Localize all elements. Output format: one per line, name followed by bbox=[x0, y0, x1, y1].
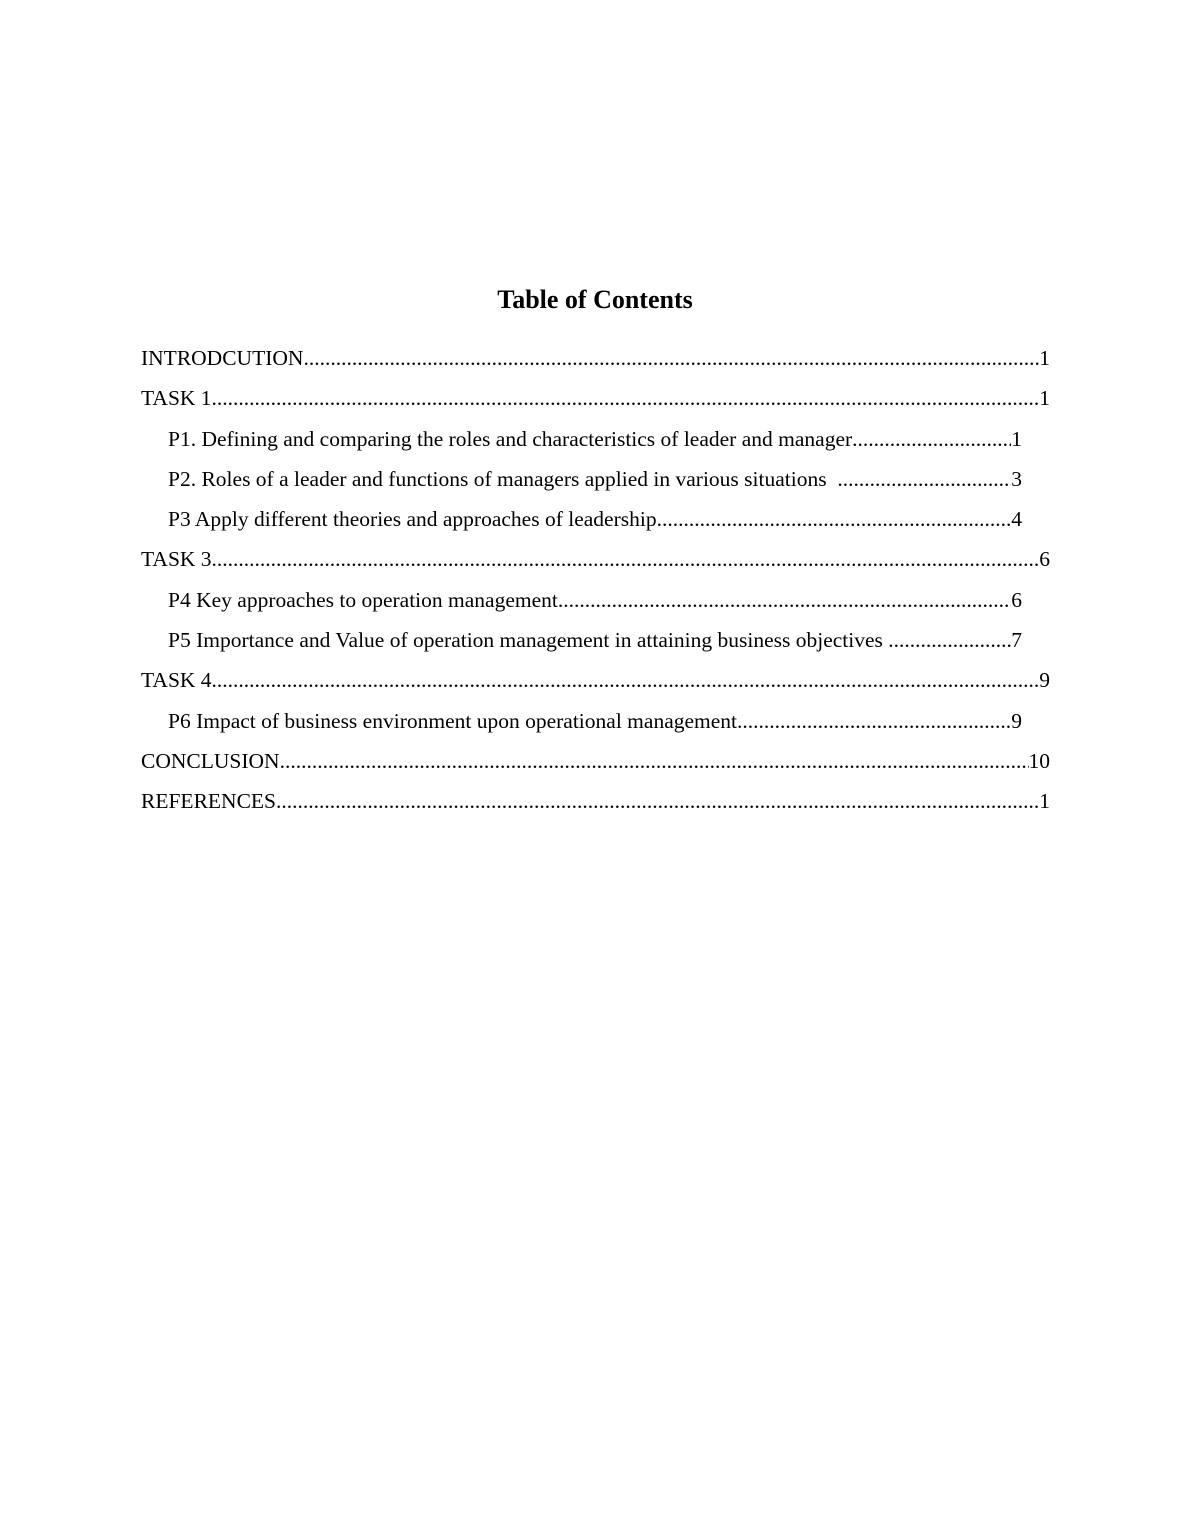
toc-entry-task-4[interactable] bbox=[141, 660, 1050, 700]
toc-entry-label: CONCLUSION bbox=[141, 748, 280, 773]
toc-entry-task-3[interactable] bbox=[141, 539, 1050, 579]
toc-entry-page: 6 bbox=[1039, 547, 1050, 572]
toc-dot-leader bbox=[657, 499, 1012, 539]
toc-dot-leader bbox=[280, 741, 1029, 781]
toc-dot-leader bbox=[837, 459, 1011, 499]
toc-entry-label: P5 Importance and Value of operation management in attaining business objectives bbox=[168, 628, 889, 653]
toc-dot-leader bbox=[888, 620, 1011, 660]
toc-entry-label: TASK 1 bbox=[141, 386, 212, 411]
toc-entry-page: 1 bbox=[1039, 386, 1050, 411]
toc-dot-leader bbox=[212, 660, 1040, 700]
toc-entry-label: P1. Defining and comparing the roles and characteristics of leader and manager bbox=[168, 426, 853, 451]
toc-dot-leader bbox=[737, 701, 1011, 741]
toc-dot-leader bbox=[212, 378, 1040, 418]
toc-entry-introduction[interactable] bbox=[141, 338, 1050, 378]
toc-entry-task-1[interactable] bbox=[141, 378, 1050, 418]
toc-dot-leader bbox=[558, 580, 1011, 620]
toc-entry-page: 1 bbox=[1039, 789, 1050, 814]
toc-entry-label: P3 Apply different theories and approaches of leadership bbox=[168, 507, 657, 532]
toc-entry-label: P4 Key approaches to operation management bbox=[168, 587, 558, 612]
toc-entry-p1[interactable] bbox=[168, 419, 1022, 459]
toc-entry-label: P2. Roles of a leader and functions of managers applied in various situations bbox=[168, 466, 838, 491]
toc-entry-p6[interactable] bbox=[168, 701, 1022, 741]
toc-list bbox=[141, 338, 1050, 822]
toc-entry-page: 10 bbox=[1028, 748, 1050, 773]
toc-dot-leader bbox=[303, 338, 1039, 378]
toc-entry-page: 1 bbox=[1011, 426, 1022, 451]
toc-entry-label: REFERENCES bbox=[141, 789, 276, 814]
toc-entry-page: 1 bbox=[1039, 346, 1050, 370]
toc-entry-label: INTRODCUTION bbox=[141, 346, 304, 370]
toc-dot-leader bbox=[276, 781, 1039, 821]
toc-entry-page: 7 bbox=[1011, 628, 1022, 653]
toc-entry-p5[interactable] bbox=[168, 620, 1022, 660]
page-title: Table of Contents bbox=[497, 285, 693, 314]
toc-entry-p3[interactable] bbox=[168, 499, 1022, 539]
toc-entry-label: TASK 3 bbox=[141, 547, 212, 572]
toc-entry-label: TASK 4 bbox=[141, 668, 212, 693]
toc-entry-page: 9 bbox=[1011, 708, 1022, 733]
toc-entry-page: 4 bbox=[1011, 507, 1022, 532]
toc-dot-leader bbox=[212, 539, 1040, 579]
toc-entry-label: P6 Impact of business environment upon operational management bbox=[168, 708, 738, 733]
toc-entry-p2[interactable] bbox=[168, 459, 1022, 499]
toc-entry-p4[interactable] bbox=[168, 580, 1022, 620]
toc-entry-page: 6 bbox=[1011, 587, 1022, 612]
toc-dot-leader bbox=[852, 419, 1011, 459]
toc-entry-page: 3 bbox=[1011, 466, 1022, 491]
toc-entry-page: 9 bbox=[1039, 668, 1050, 693]
toc-entry-conclusion[interactable] bbox=[141, 741, 1050, 781]
toc-entry-references[interactable] bbox=[141, 781, 1050, 821]
